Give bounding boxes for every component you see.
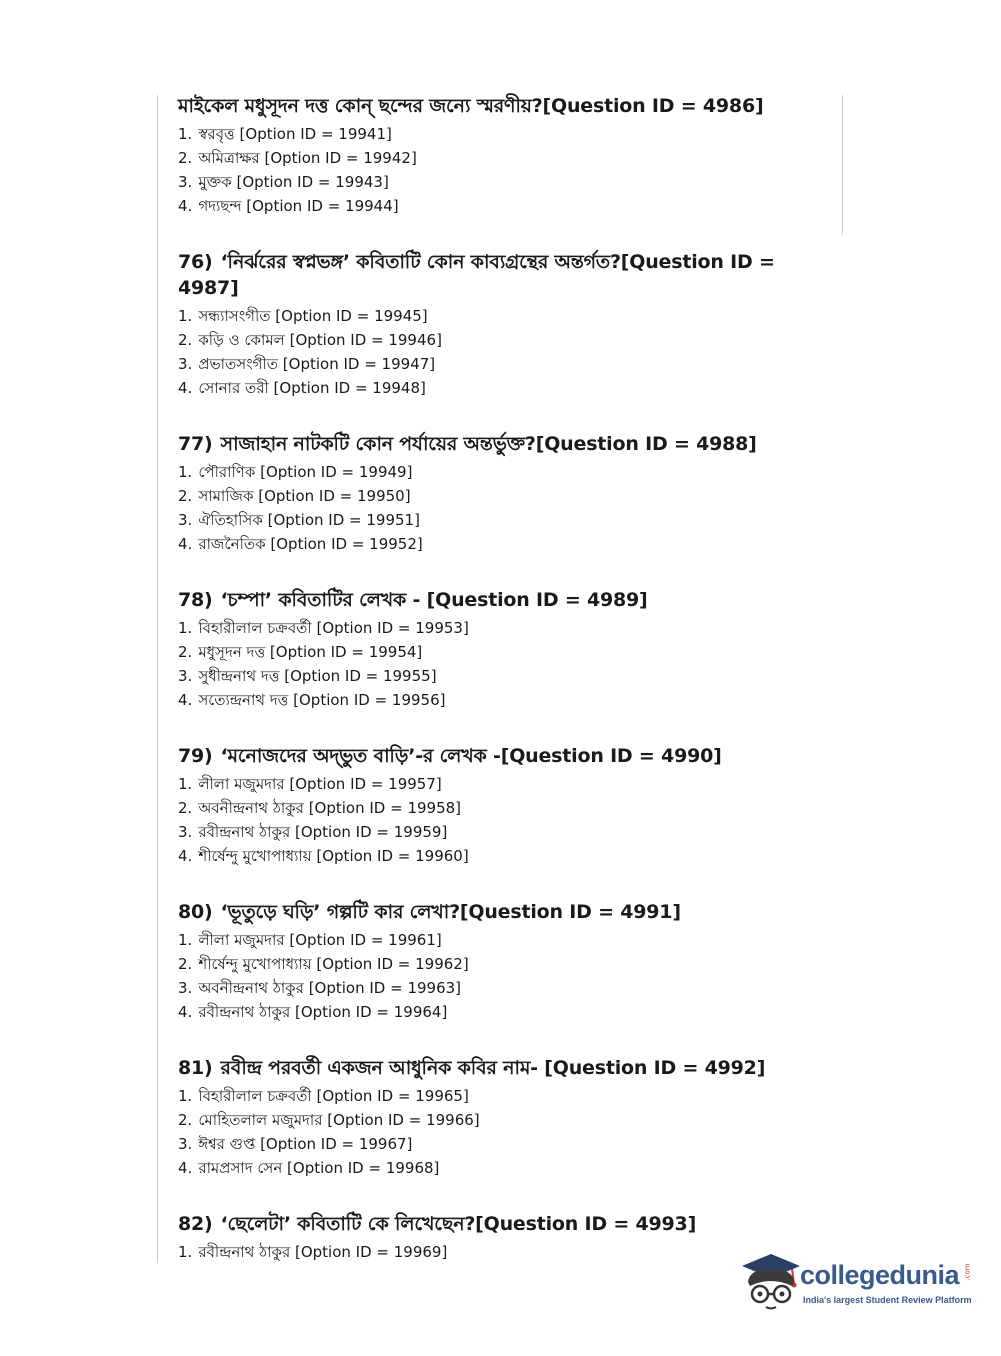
option-item: 1. সন্ধ্যাসংগীত [Option ID = 19945]: [178, 307, 428, 325]
option-item: 2. মধুসূদন দত্ত [Option ID = 19954]: [178, 643, 423, 661]
option-item: 2. সামাজিক [Option ID = 19950]: [178, 487, 411, 505]
option-item: 3. ঈশ্বর গুপ্ত [Option ID = 19967]: [178, 1135, 413, 1153]
option-item: 1. স্বরবৃত্ত [Option ID = 19941]: [178, 125, 392, 143]
option-item: 2. অবনীন্দ্রনাথ ঠাকুর [Option ID = 19958]: [178, 799, 462, 817]
option-item: 3. মুক্তক [Option ID = 19943]: [178, 173, 389, 191]
left-margin-rule: [157, 95, 158, 1263]
option-item: 4. শীর্ষেন্দু মুখোপাধ্যায় [Option ID = 19960]: [178, 847, 469, 865]
option-item: 4. সত্যেন্দ্রনাথ দত্ত [Option ID = 19956]: [178, 691, 446, 709]
right-margin-rule: [842, 95, 843, 235]
mascot-icon: [740, 1252, 802, 1314]
question-block: [178, 587, 828, 712]
option-item: 4. গদ্যছন্দ [Option ID = 19944]: [178, 197, 399, 215]
option-item: 3. প্রভাতসংগীত [Option ID = 19947]: [178, 355, 436, 373]
question-title: 81) রবীন্দ্র পরবর্তী একজন আধুনিক কবির নাম- [Question ID = 4992]: [178, 1057, 766, 1079]
option-item: 3. ঐতিহাসিক [Option ID = 19951]: [178, 511, 420, 529]
option-item: 3. রবীন্দ্রনাথ ঠাকুর [Option ID = 19959]: [178, 823, 448, 841]
question-block: [178, 743, 828, 868]
option-item: 1. পৌরাণিক [Option ID = 19949]: [178, 463, 413, 481]
option-item: 1. রবীন্দ্রনাথ ঠাকুর [Option ID = 19969]: [178, 1243, 448, 1261]
option-item: 1. বিহারীলাল চক্রবর্তী [Option ID = 19953]: [178, 619, 469, 637]
option-item: 3. সুধীন্দ্রনাথ দত্ত [Option ID = 19955]: [178, 667, 437, 685]
question-title: 76) ‘নির্ঝরের স্বপ্নভঙ্গ’ কবিতাটি কোন কাব্যগ্রন্থের অন্তর্গত?[Question ID = 4987]: [178, 251, 775, 299]
question-block: [178, 1211, 828, 1264]
question-block: [178, 899, 828, 1024]
option-item: 4. রামপ্রসাদ সেন [Option ID = 19968]: [178, 1159, 440, 1177]
option-item: 1. বিহারীলাল চক্রবর্তী [Option ID = 19965]: [178, 1087, 469, 1105]
question-block: [178, 249, 828, 400]
question-list: [178, 93, 828, 1295]
option-item: 4. রাজনৈতিক [Option ID = 19952]: [178, 535, 423, 553]
question-title: মাইকেল মধুসূদন দত্ত কোন্ ছন্দের জন্যে স্মরণীয়?[Question ID = 4986]: [178, 95, 764, 117]
option-item: 1. লীলা মজুমদার [Option ID = 19961]: [178, 931, 442, 949]
option-item: 2. শীর্ষেন্দু মুখোপাধ্যায় [Option ID = 19962]: [178, 955, 469, 973]
logo-domain-suffix: .com: [963, 1263, 972, 1281]
question-title: 80) ‘ভূতুড়ে ঘড়ি’ গল্পটি কার লেখা?[Question ID = 4991]: [178, 901, 681, 923]
option-item: 1. লীলা মজুমদার [Option ID = 19957]: [178, 775, 442, 793]
question-block: [178, 93, 828, 218]
question-block: [178, 431, 828, 556]
question-block: [178, 1055, 828, 1180]
question-title: 77) সাজাহান নাটকটি কোন পর্যায়ের অন্তর্ভুক্ত?[Question ID = 4988]: [178, 433, 757, 455]
option-item: 3. অবনীন্দ্রনাথ ঠাকুর [Option ID = 19963]: [178, 979, 462, 997]
option-item: 2. মোহিতলাল মজুমদার [Option ID = 19966]: [178, 1111, 480, 1129]
collegedunia-logo[interactable]: [740, 1252, 972, 1316]
question-title: 78) ‘চম্পা’ কবিতাটির লেখক - [Question ID = 4989]: [178, 589, 648, 611]
logo-tagline: India's largest Student Review Platform: [803, 1295, 972, 1305]
question-title: 79) ‘মনোজদের অদ্‌ভুত বাড়ি’-র লেখক -[Question ID = 4990]: [178, 745, 722, 767]
option-item: 2. অমিত্রাক্ষর [Option ID = 19942]: [178, 149, 417, 167]
option-item: 4. রবীন্দ্রনাথ ঠাকুর [Option ID = 19964]: [178, 1003, 448, 1021]
question-title: 82) ‘ছেলেটা’ কবিতাটি কে লিখেছেন?[Question ID = 4993]: [178, 1213, 697, 1235]
logo-wordmark: collegedunia: [800, 1260, 960, 1290]
option-item: 4. সোনার তরী [Option ID = 19948]: [178, 379, 426, 397]
option-item: 2. কড়ি ও কোমল [Option ID = 19946]: [178, 331, 442, 349]
